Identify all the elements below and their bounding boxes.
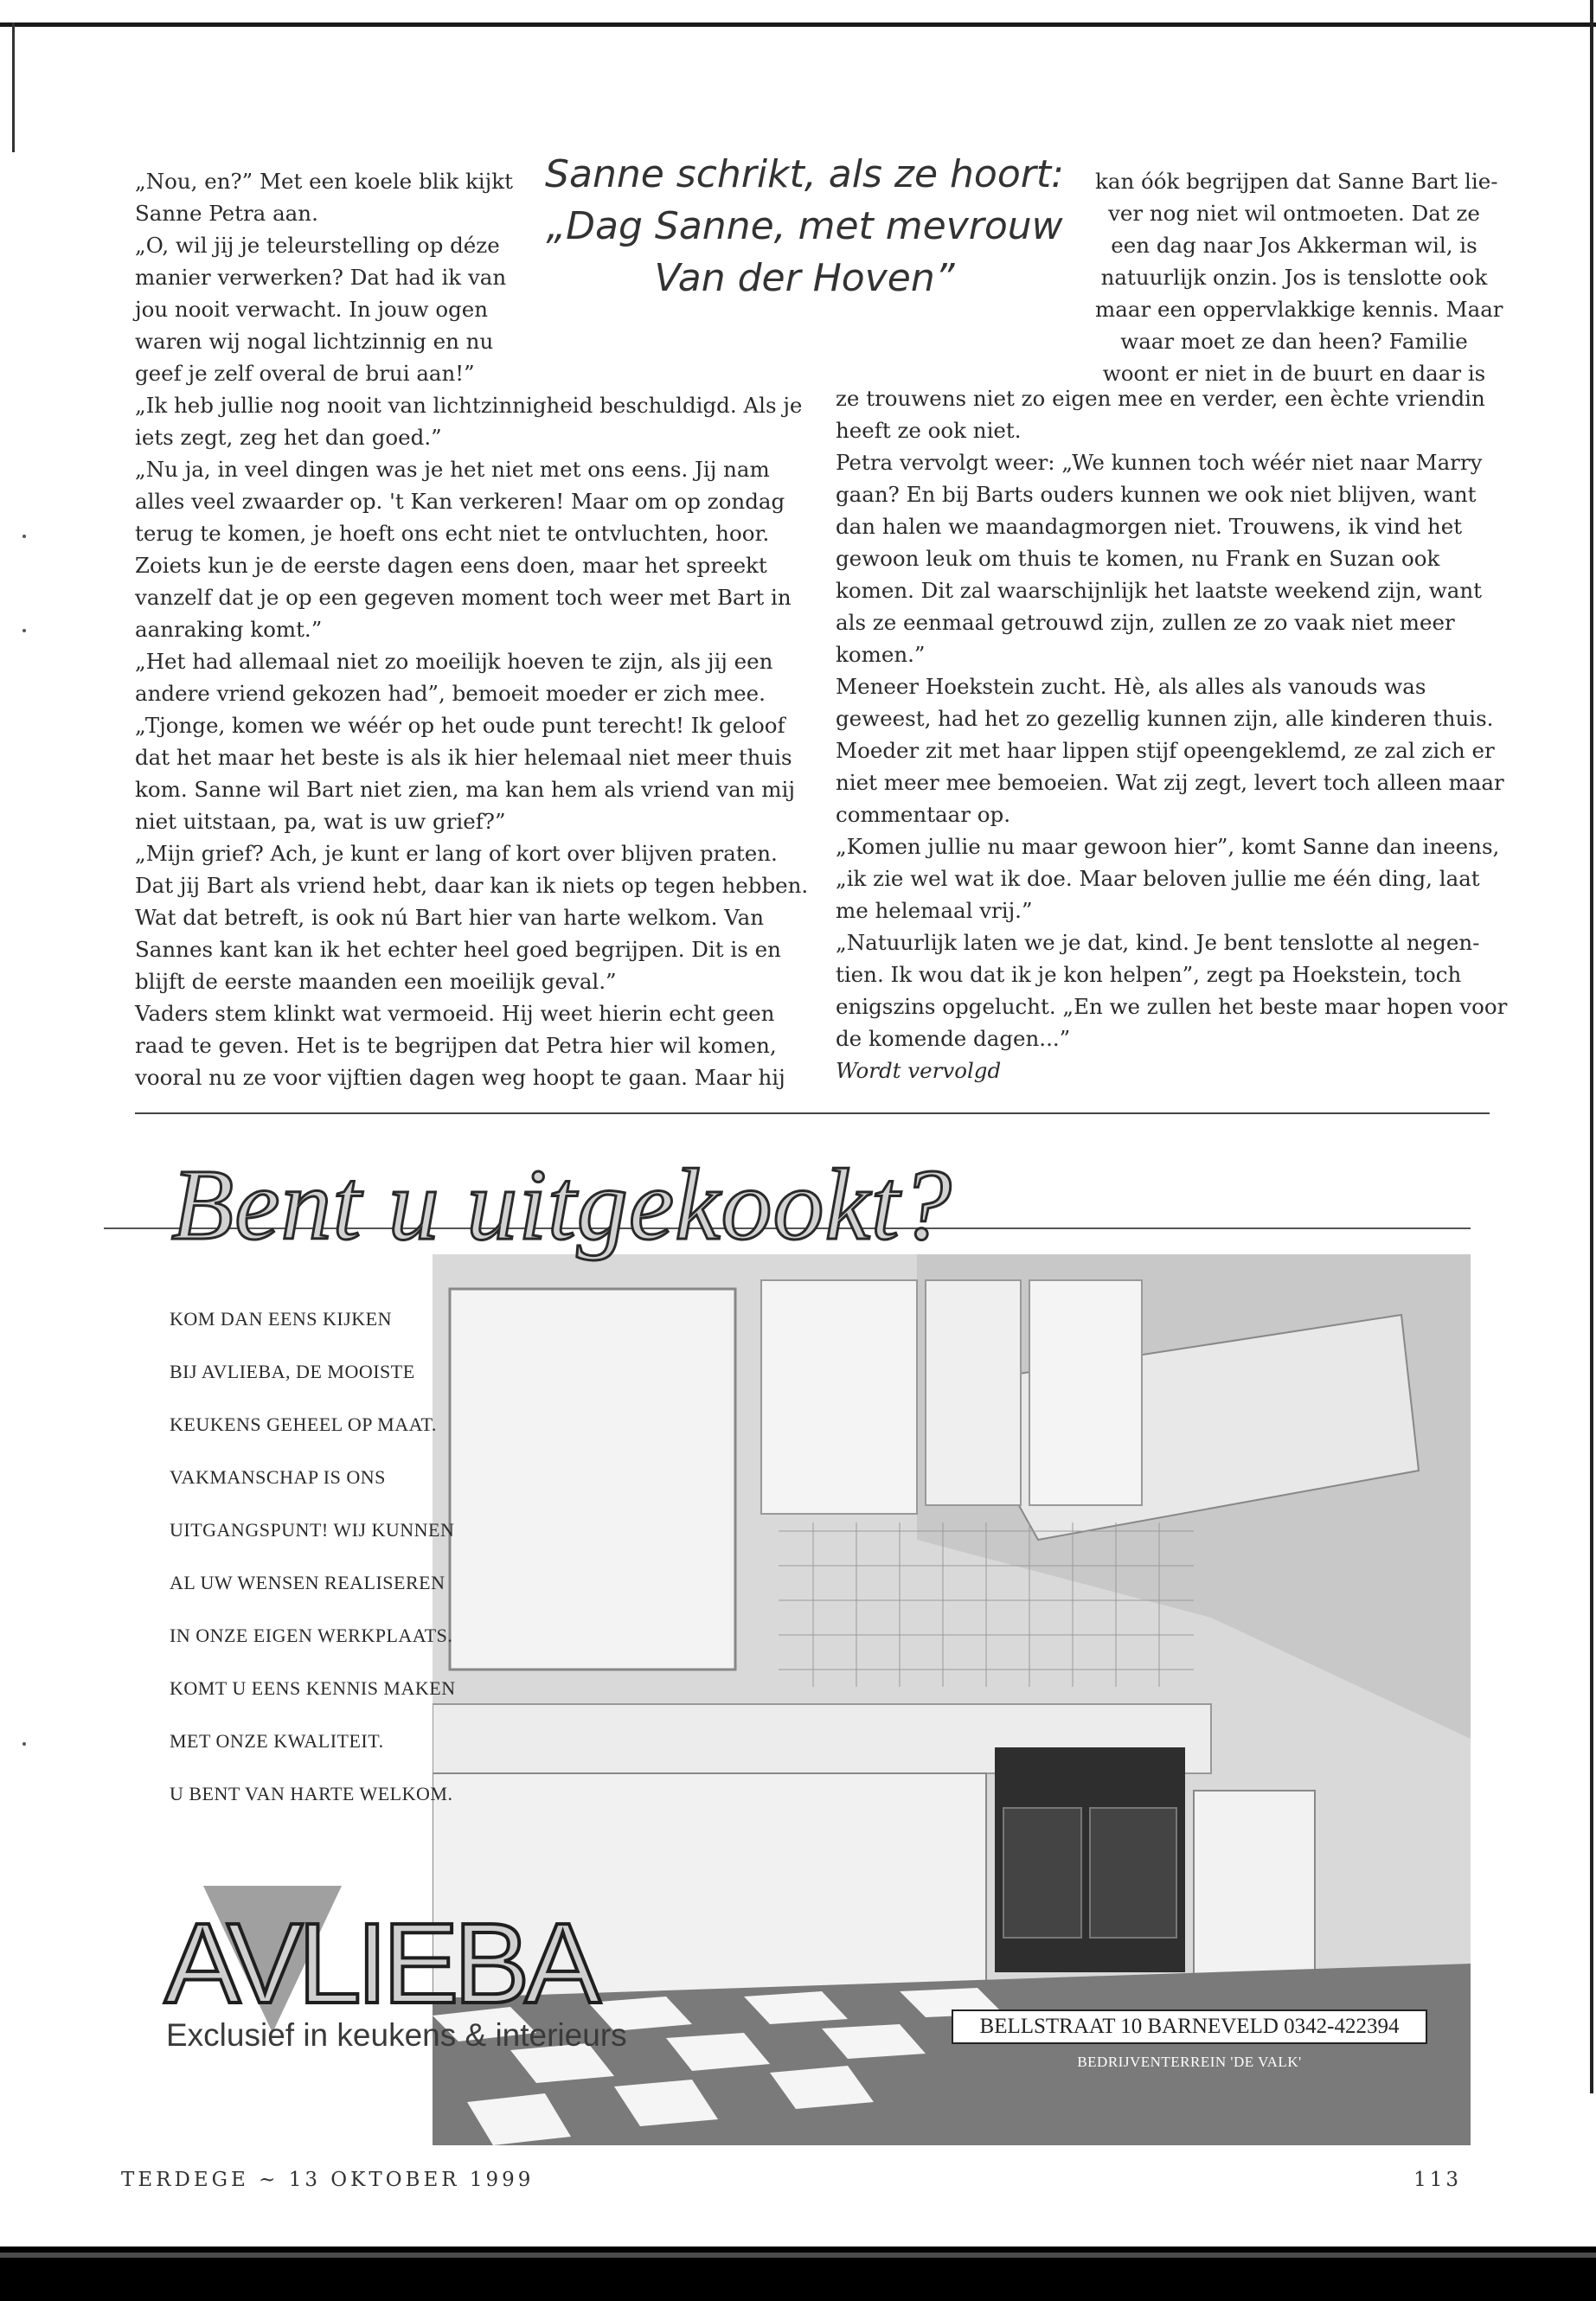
story-line: dan halen we maandagmorgen niet. Trouwens, ik vind het (836, 514, 1463, 539)
story-line: een dag naar Jos Akkerman wil, is (1111, 233, 1477, 258)
scan-border-bottom-line (0, 2253, 1596, 2258)
story-line: „ik zie wel wat ik doe. Maar beloven jullie me één ding, laat (836, 866, 1480, 891)
logo-tagline: Exclusief in keukens & interieurs (166, 2017, 627, 2053)
ad-copy-line: MET ONZE KWALITEIT. (170, 1730, 384, 1752)
story-line: vooral nu ze voor vijftien dagen weg hoopt te gaan. Maar hij (135, 1065, 785, 1090)
scan-border-top (0, 22, 1596, 27)
story-line: kom. Sanne wil Bart niet zien, ma kan hem als vriend van mij (135, 777, 795, 802)
story-line: „Ik heb jullie nog nooit van lichtzinnigheid beschuldigd. Als je (135, 393, 803, 418)
story-line: ver nog niet wil ontmoeten. Dat ze (1108, 201, 1480, 226)
ad-copy-line: IN ONZE EIGEN WERKPLAATS. (170, 1625, 453, 1646)
story-line: Dat jij Bart als vriend hebt, daar kan ik niets op tegen hebben. (135, 873, 809, 898)
right-column-paragraphs (836, 382, 1508, 1054)
ad-copy (170, 1308, 456, 1836)
story-line: dat het maar het beste is als ik hier helemaal niet meer thuis (135, 745, 792, 770)
story-line: terug te komen, je hoeft ons echt niet te ontvluchten, hoor. (135, 521, 770, 546)
story-line: komen. Dit zal waarschijnlijk het laatste weekend zijn, want (836, 578, 1482, 603)
story-line: blijft de eerste maanden een moeilijk geval.” (135, 969, 617, 994)
story-line: „Komen jullie nu maar gewoon hier”, komt Sanne dan ineens, (836, 834, 1500, 859)
story-line: waren wij nogal lichtzinnig en nu (135, 329, 494, 354)
story-line: komen.” (836, 642, 926, 667)
story-line: commentaar op. (836, 802, 1010, 827)
story-line: ze trouwens niet zo eigen mee en verder, een èchte vriendin (836, 386, 1485, 411)
pullquote (536, 149, 1073, 304)
address-subline: BEDRIJVENTERREIN 'DE VALK' (1077, 2054, 1302, 2070)
story-line: „Natuurlijk laten we je dat, kind. Je bent tenslotte al negen- (836, 930, 1480, 955)
story-line: Wat dat betreft, is ook nú Bart hier van harte welkom. Van (135, 905, 764, 930)
story-line: vanzelf dat je op een gegeven moment toch weer met Bart in (135, 585, 792, 610)
story-line: jou nooit verwacht. In jouw ogen (135, 297, 489, 322)
story-line: iets zegt, zeg het dan goed.” (135, 425, 442, 450)
story-line: raad te geven. Het is te begrijpen dat Petra hier wil komen, (135, 1033, 777, 1058)
kitchen-advertisement (104, 1148, 1471, 2145)
ad-copy-line: UITGANGSPUNT! WIJ KUNNEN (170, 1519, 455, 1541)
ad-copy-line: BIJ AVLIEBA, DE MOOISTE (170, 1361, 415, 1382)
avlieba-logo (164, 1877, 649, 2053)
ad-copy-line: KEUKENS GEHEEL OP MAAT. (170, 1413, 437, 1435)
story-line: natuurlijk onzin. Jos is tenslotte ook (1100, 265, 1488, 290)
story-line: tien. Ik wou dat ik je kon helpen”, zegt pa Hoekstein, toch (836, 962, 1462, 987)
story-line: „Mijn grief? Ach, je kunt er lang of kort over blijven praten. (135, 841, 778, 866)
footer-publication: TERDEGE ~ 13 OKTOBER 1999 (121, 2169, 535, 2191)
story-line: „Tjonge, komen we wéér op het oude punt terecht! Ik geloof (135, 713, 785, 738)
ad-copy-line: KOMT U EENS KENNIS MAKEN (170, 1677, 456, 1699)
story-line: „Nu ja, in veel dingen was je het niet met ons eens. Jij nam (135, 457, 770, 482)
story-top-right-column (1095, 165, 1503, 389)
story-line: Petra vervolgt weer: „We kunnen toch wéér niet naar Marry (836, 450, 1483, 475)
story-line: heeft ze ook niet. (836, 418, 1022, 443)
story-line: Moeder zit met haar lippen stijf opeengeklemd, ze zal zich er (836, 738, 1495, 763)
story-line: niet uitstaan, pa, wat is uw grief?” (135, 809, 506, 834)
ad-copy-line: VAKMANSCHAP IS ONS (170, 1466, 386, 1488)
story-line: als ze eenmaal getrouwd zijn, zullen ze zo vaak niet meer (836, 610, 1455, 635)
story-line: geef je zelf overal de brui aan!” (135, 361, 475, 386)
scan-speck (22, 535, 26, 538)
logo-wordmark: AVLIEBA (164, 1900, 596, 2027)
pullquote-line: „Dag Sanne, met mevrouw (546, 204, 1063, 248)
scan-speck (22, 629, 26, 632)
story-line: Sanne Petra aan. (135, 201, 318, 226)
scan-speck (22, 1742, 26, 1746)
scan-border-left (12, 22, 15, 152)
pullquote-line: Van der Hoven” (654, 256, 955, 300)
ad-copy-line: AL UW WENSEN REALISEREN (170, 1572, 445, 1593)
story-line: woont er niet in de buurt en daar is (1102, 361, 1486, 386)
story-line: manier verwerken? Dat had ik van (135, 265, 507, 290)
story-line: geweest, had het zo gezellig kunnen zijn, alle kinderen thuis. (836, 706, 1494, 731)
story-line: kan óók begrijpen dat Sanne Bart lie- (1095, 169, 1498, 194)
story-line: „Nou, en?” Met een koele blik kijkt (135, 169, 513, 194)
story-line: gaan? En bij Barts ouders kunnen we ook niet blijven, want (836, 482, 1477, 507)
story-line: andere vriend gekozen had”, bemoeit moeder er zich mee. (135, 681, 766, 706)
story-line: Vaders stem klinkt wat vermoeid. Hij weet hierin echt geen (135, 1001, 775, 1026)
page-number: 113 (1413, 2169, 1462, 2191)
story-line: Sannes kant kan ik het echter heel goed begrijpen. Dit is en (135, 937, 781, 962)
story-line: „O, wil jij je teleurstelling op déze (135, 233, 500, 258)
story-line: „Het had allemaal niet zo moeilijk hoeven te zijn, als jij een (135, 649, 773, 674)
ad-headline: Bent u uitgekookt? (171, 1148, 952, 1261)
story-line: enigszins opgelucht. „En we zullen het beste maar hopen voor (836, 994, 1508, 1019)
story-right-column (836, 382, 1508, 1086)
story-line: niet meer mee bemoeien. Wat zij zegt, levert toch alleen maar (836, 770, 1504, 795)
story-line: maar een oppervlakkige kennis. Maar (1095, 297, 1503, 322)
story-line: Meneer Hoekstein zucht. Hè, als alles als vanouds was (836, 674, 1426, 699)
story-line: me helemaal vrij.” (836, 898, 1033, 923)
story-line: gewoon leuk om thuis te komen, nu Frank en Suzan ook (836, 546, 1440, 571)
ad-copy-line: KOM DAN EENS KIJKEN (170, 1308, 392, 1330)
to-be-continued: Wordt vervolgd (836, 1058, 1002, 1083)
address-box: BELLSTRAAT 10 BARNEVELD 0342-422394 (952, 2009, 1427, 2044)
story-line: aanraking komt.” (135, 617, 323, 642)
section-divider (135, 1112, 1490, 1114)
pullquote-line: Sanne schrikt, als ze hoort: (545, 152, 1064, 196)
story-line: Zoiets kun je de eerste dagen eens doen, maar het spreekt (135, 553, 767, 578)
story-line: alles veel zwaarder op. 't Kan verkeren! Maar om op zondag (135, 489, 785, 514)
scan-border-right (1590, 0, 1593, 2093)
ad-copy-line: U BENT VAN HARTE WELKOM. (170, 1783, 453, 1804)
story-line: de komende dagen...” (836, 1026, 1071, 1051)
story-line: waar moet ze dan heen? Familie (1120, 329, 1468, 354)
